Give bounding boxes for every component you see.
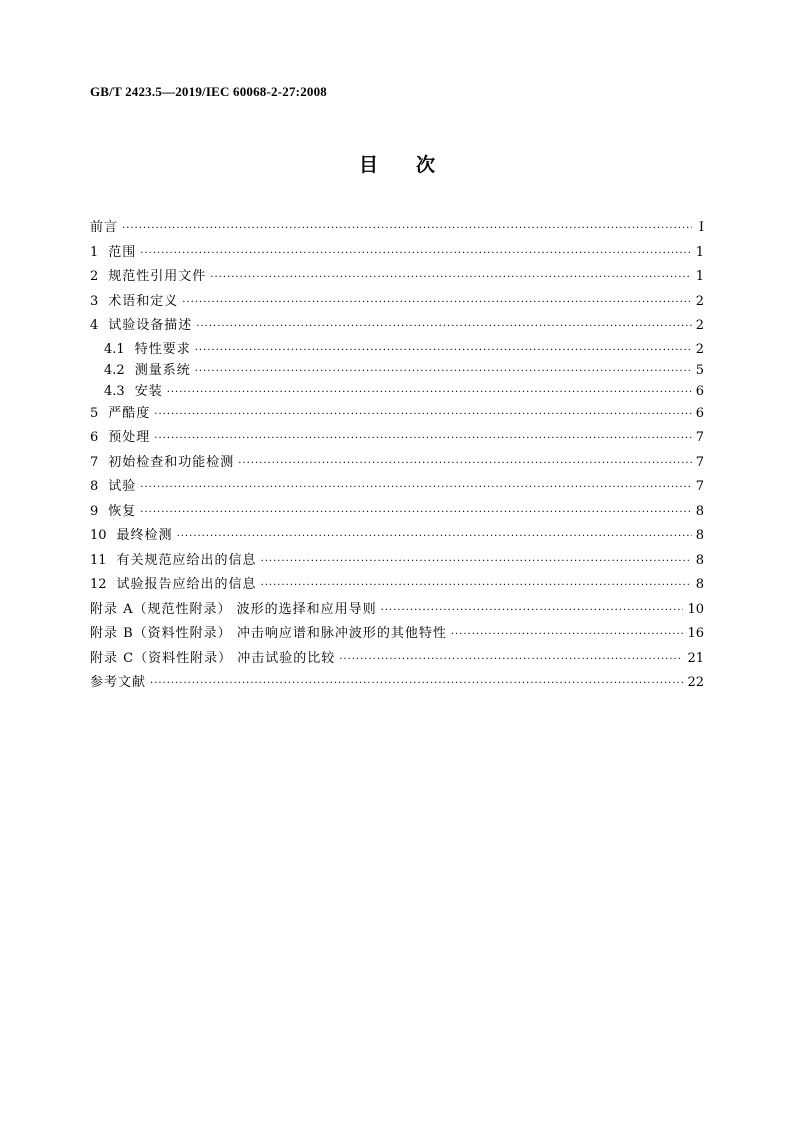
toc-dot-leader xyxy=(167,382,692,403)
toc-entry-number: 4.3 xyxy=(104,383,125,399)
toc-dot-leader xyxy=(140,242,691,267)
toc-entry[interactable] xyxy=(90,290,704,315)
table-of-contents xyxy=(90,216,704,696)
toc-entry-page-number: 1 xyxy=(695,244,704,260)
toc-dot-leader xyxy=(154,427,691,452)
toc-entry-title: 附录 C（资料性附录） 冲击试验的比较 xyxy=(90,650,336,666)
toc-entry-title: 附录 A（规范性附录） 波形的选择和应用导则 xyxy=(90,601,377,617)
toc-entry-number: 4.2 xyxy=(104,362,125,378)
toc-entry-page-number: 6 xyxy=(695,405,704,421)
toc-entry[interactable] xyxy=(90,671,704,696)
toc-entry[interactable] xyxy=(90,426,704,451)
toc-entry-title: 参考文献 xyxy=(90,675,147,690)
toc-entry-number: 8 xyxy=(90,479,99,494)
toc-entry-page-number: 10 xyxy=(687,601,704,617)
toc-entry-number: 4 xyxy=(90,318,99,333)
toc-dot-leader xyxy=(339,648,683,673)
toc-entry-title: 试验 xyxy=(108,479,137,494)
toc-entry-number: 10 xyxy=(90,528,107,543)
toc-dot-leader xyxy=(182,291,691,316)
toc-entry-page-number: 8 xyxy=(695,503,704,519)
toc-dot-leader xyxy=(195,361,692,382)
toc-entry-page-number: 1 xyxy=(695,269,704,284)
toc-entry-page-number: I xyxy=(698,220,704,235)
toc-entry[interactable] xyxy=(90,622,704,647)
toc-entry-number: 6 xyxy=(90,430,99,445)
toc-entry-page-number: 8 xyxy=(695,552,704,568)
toc-entry[interactable] xyxy=(90,475,704,500)
toc-entry[interactable] xyxy=(90,265,704,290)
toc-entry-title: 规范性引用文件 xyxy=(108,269,207,284)
toc-entry[interactable] xyxy=(90,339,704,360)
toc-entry[interactable] xyxy=(90,216,704,241)
toc-entry-page-number: 7 xyxy=(695,479,704,494)
toc-entry-page-number: 7 xyxy=(695,454,704,470)
standard-code-header: GB/T 2423.5—2019/IEC 60068-2-27:2008 xyxy=(90,84,327,99)
toc-dot-leader xyxy=(238,452,691,477)
toc-entry-page-number: 8 xyxy=(695,528,704,543)
toc-entry-title: 试验报告应给出的信息 xyxy=(116,577,257,592)
toc-entry-page-number: 6 xyxy=(695,383,704,399)
toc-entry-number: 7 xyxy=(90,454,99,470)
toc-dot-leader xyxy=(261,550,692,575)
toc-entry-number: 5 xyxy=(90,405,99,421)
toc-entry-page-number: 8 xyxy=(695,577,704,592)
toc-entry-title: 恢复 xyxy=(108,503,137,519)
toc-entry-page-number: 7 xyxy=(695,430,704,445)
toc-entry-title: 前言 xyxy=(90,220,119,235)
toc-entry-title: 附录 B（资料性附录） 冲击响应谱和脉冲波形的其他特性 xyxy=(90,626,447,641)
toc-entry-page-number: 5 xyxy=(695,362,704,378)
toc-entry-number: 4.1 xyxy=(104,341,125,357)
toc-entry-title: 范围 xyxy=(108,244,137,260)
toc-dot-leader xyxy=(177,525,692,550)
toc-entry-title: 严酷度 xyxy=(108,405,151,421)
toc-entry[interactable] xyxy=(90,549,704,574)
toc-entry[interactable] xyxy=(90,451,704,476)
toc-entry-page-number: 22 xyxy=(687,675,704,690)
toc-entry-page-number: 16 xyxy=(687,626,704,641)
toc-entry-title: 试验设备描述 xyxy=(108,318,193,333)
toc-entry-number: 11 xyxy=(90,552,107,568)
toc-entry[interactable] xyxy=(90,500,704,525)
toc-entry-title: 初始检查和功能检测 xyxy=(108,454,235,470)
toc-entry[interactable] xyxy=(90,524,704,549)
toc-entry-page-number: 2 xyxy=(695,318,704,333)
toc-entry-number: 12 xyxy=(90,577,107,592)
toc-dot-leader xyxy=(154,403,691,428)
toc-dot-leader xyxy=(195,340,692,361)
toc-entry-title: 预处理 xyxy=(108,430,151,445)
toc-dot-leader xyxy=(381,599,684,624)
toc-entry-page-number: 2 xyxy=(695,293,704,309)
toc-entry-title: 最终检测 xyxy=(116,528,173,543)
toc-entry[interactable] xyxy=(90,314,704,339)
toc-entry-number: 9 xyxy=(90,503,99,519)
toc-entry-title: 术语和定义 xyxy=(108,293,179,309)
toc-entry[interactable] xyxy=(90,241,704,266)
toc-entry[interactable] xyxy=(90,598,704,623)
toc-entry-number: 3 xyxy=(90,293,99,309)
toc-entry[interactable] xyxy=(90,573,704,598)
toc-entry-page-number: 21 xyxy=(687,650,704,666)
toc-entry[interactable] xyxy=(90,360,704,381)
toc-dot-leader xyxy=(261,574,692,599)
toc-entry-number: 1 xyxy=(90,244,99,260)
toc-dot-leader xyxy=(140,476,691,501)
toc-dot-leader xyxy=(451,623,684,648)
toc-dot-leader xyxy=(196,315,691,340)
toc-entry[interactable] xyxy=(90,381,704,402)
page-title: 目次 xyxy=(358,154,473,176)
toc-entry[interactable] xyxy=(90,402,704,427)
toc-dot-leader xyxy=(210,266,691,291)
toc-dot-leader xyxy=(140,501,691,526)
toc-entry-number: 2 xyxy=(90,269,99,284)
toc-entry[interactable] xyxy=(90,647,704,672)
toc-entry-title: 特性要求 xyxy=(134,341,191,357)
toc-entry-page-number: 2 xyxy=(695,341,704,357)
toc-entry-title: 测量系统 xyxy=(134,362,191,378)
toc-dot-leader xyxy=(150,672,683,697)
toc-entry-title: 安装 xyxy=(134,383,163,399)
toc-entry-title: 有关规范应给出的信息 xyxy=(116,552,257,568)
toc-dot-leader xyxy=(122,217,692,242)
